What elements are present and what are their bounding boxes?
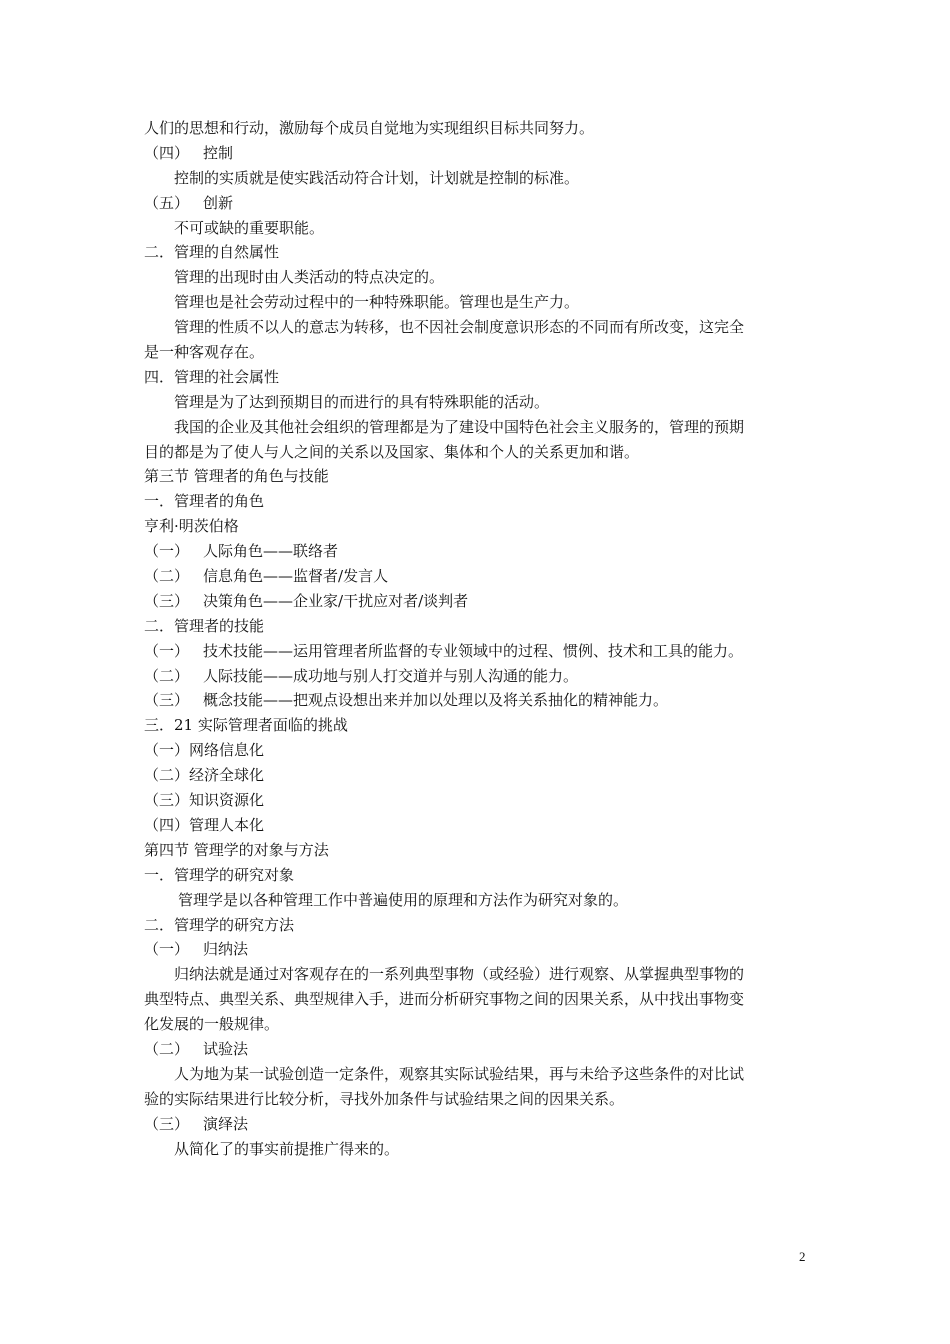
- document-body: [144, 116, 808, 1161]
- text-line: [144, 141, 808, 166]
- text-line: [144, 813, 808, 838]
- line-text: （四）管理人本化: [144, 815, 265, 834]
- line-text: 概念技能——把观点设想出来并加以处理以及将关系抽化的精神能力。: [203, 691, 669, 710]
- text-line: [144, 464, 808, 489]
- text-line: [144, 489, 808, 514]
- text-line: [144, 315, 808, 340]
- text-line: [144, 191, 808, 216]
- line-text: 演绎法: [203, 1114, 249, 1133]
- text-line: [144, 440, 808, 465]
- text-line: [144, 738, 808, 763]
- text-line: [144, 664, 808, 689]
- line-text: 从简化了的事实前提推广得来的。: [174, 1139, 400, 1158]
- text-line: [144, 1137, 808, 1162]
- line-text: 人际技能——成功地与别人打交道并与别人沟通的能力。: [203, 666, 579, 685]
- text-line: [144, 539, 808, 564]
- text-line: [144, 390, 808, 415]
- line-text: 管理的性质不以人的意志为转移，也不因社会制度意识形态的不同而有所改变，这完全: [174, 318, 745, 337]
- line-text: 管理是为了达到预期目的而进行的具有特殊职能的活动。: [174, 392, 550, 411]
- text-line: [144, 589, 808, 614]
- item-label: （二）: [144, 567, 190, 586]
- text-line: [144, 763, 808, 788]
- item-label: （一）: [144, 641, 190, 660]
- line-text: 控制: [203, 143, 234, 162]
- text-line: [144, 116, 808, 141]
- line-text: 管理的出现时由人类活动的特点决定的。: [174, 268, 445, 287]
- line-text: 创新: [203, 193, 234, 212]
- line-text: （三）知识资源化: [144, 791, 265, 810]
- line-text: 目的都是为了使人与人之间的关系以及国家、集体和个人的关系更加和谐。: [144, 442, 640, 461]
- text-line: [144, 1012, 808, 1037]
- item-label: （三）: [144, 1114, 190, 1133]
- item-label: （三）: [144, 591, 190, 610]
- text-line: [144, 265, 808, 290]
- item-label: （二）: [144, 666, 190, 685]
- line-text: 人际角色——联络者: [203, 542, 339, 561]
- text-line: [144, 913, 808, 938]
- line-text: 是一种客观存在。: [144, 343, 265, 362]
- page-number: 2: [799, 1249, 806, 1264]
- line-text: 控制的实质就是使实践活动符合计划，计划就是控制的标准。: [174, 168, 580, 187]
- text-line: [144, 1037, 808, 1062]
- text-line: [144, 240, 808, 265]
- line-text: 第三节 管理者的角色与技能: [144, 467, 329, 486]
- line-text: 管理也是社会劳动过程中的一种特殊职能。管理也是生产力。: [174, 293, 580, 312]
- line-text: 典型特点、典型关系、典型规律入手，进而分析研究事物之间的因果关系，从中找出事物变: [144, 990, 745, 1009]
- line-text: 验的实际结果进行比较分析，寻找外加条件与试验结果之间的因果关系。: [144, 1089, 625, 1108]
- item-label: （二）: [144, 1039, 190, 1058]
- text-line: [144, 863, 808, 888]
- item-label: （一）: [144, 542, 190, 561]
- text-line: [144, 713, 808, 738]
- item-label: （四）: [144, 143, 190, 162]
- text-line: [144, 962, 808, 987]
- line-text: 四．管理的社会属性: [144, 367, 280, 386]
- text-line: [144, 788, 808, 813]
- line-text: 管理学是以各种管理工作中普遍使用的原理和方法作为研究对象的。: [178, 890, 629, 909]
- text-line: [144, 514, 808, 539]
- text-line: [144, 415, 808, 440]
- text-line: [144, 365, 808, 390]
- line-text: （一）网络信息化: [144, 741, 265, 760]
- text-line: [144, 166, 808, 191]
- line-text: 亨利·明茨伯格: [144, 517, 239, 536]
- line-text: 二．管理的自然属性: [144, 243, 280, 262]
- text-line: [144, 888, 808, 913]
- line-text: 人为地为某一试验创造一定条件，观察其实际试验结果，再与未给予这些条件的对比试: [174, 1064, 745, 1083]
- text-line: [144, 614, 808, 639]
- line-text: 一．管理者的角色: [144, 492, 265, 511]
- text-line: [144, 838, 808, 863]
- line-text: 信息角色——监督者/发言人: [203, 567, 389, 586]
- text-line: [144, 639, 808, 664]
- line-text: 人们的思想和行动，激励每个成员自觉地为实现组织目标共同努力。: [144, 119, 595, 137]
- item-label: （五）: [144, 193, 190, 212]
- line-text: 决策角色——企业家/干扰应对者/谈判者: [203, 591, 469, 610]
- line-text: 第四节 管理学的对象与方法: [144, 840, 329, 859]
- line-text: 三．21 实际管理者面临的挑战: [144, 716, 348, 735]
- line-text: 技术技能——运用管理者所监督的专业领域中的过程、惯例、技术和工具的能力。: [203, 641, 744, 660]
- text-line: [144, 340, 808, 365]
- text-line: [144, 290, 808, 315]
- text-line: [144, 1087, 808, 1112]
- line-text: 不可或缺的重要职能。: [174, 218, 325, 237]
- line-text: 我国的企业及其他社会组织的管理都是为了建设中国特色社会主义服务的，管理的预期: [174, 417, 745, 436]
- line-text: 二．管理者的技能: [144, 616, 265, 635]
- text-line: [144, 987, 808, 1012]
- item-label: （一）: [144, 940, 190, 959]
- line-text: 归纳法就是通过对客观存在的一系列典型事物（或经验）进行观察、从掌握典型事物的: [174, 965, 745, 984]
- text-line: [144, 564, 808, 589]
- text-line: [144, 1112, 808, 1137]
- text-line: [144, 216, 808, 241]
- text-line: [144, 688, 808, 713]
- line-text: 试验法: [203, 1039, 249, 1058]
- item-label: （三）: [144, 691, 190, 710]
- line-text: 一．管理学的研究对象: [144, 865, 295, 884]
- line-text: 化发展的一般规律。: [144, 1015, 280, 1034]
- line-text: 归纳法: [203, 940, 249, 959]
- text-line: [144, 937, 808, 962]
- line-text: 二．管理学的研究方法: [144, 915, 295, 934]
- text-line: [144, 1062, 808, 1087]
- line-text: （二）经济全球化: [144, 766, 265, 785]
